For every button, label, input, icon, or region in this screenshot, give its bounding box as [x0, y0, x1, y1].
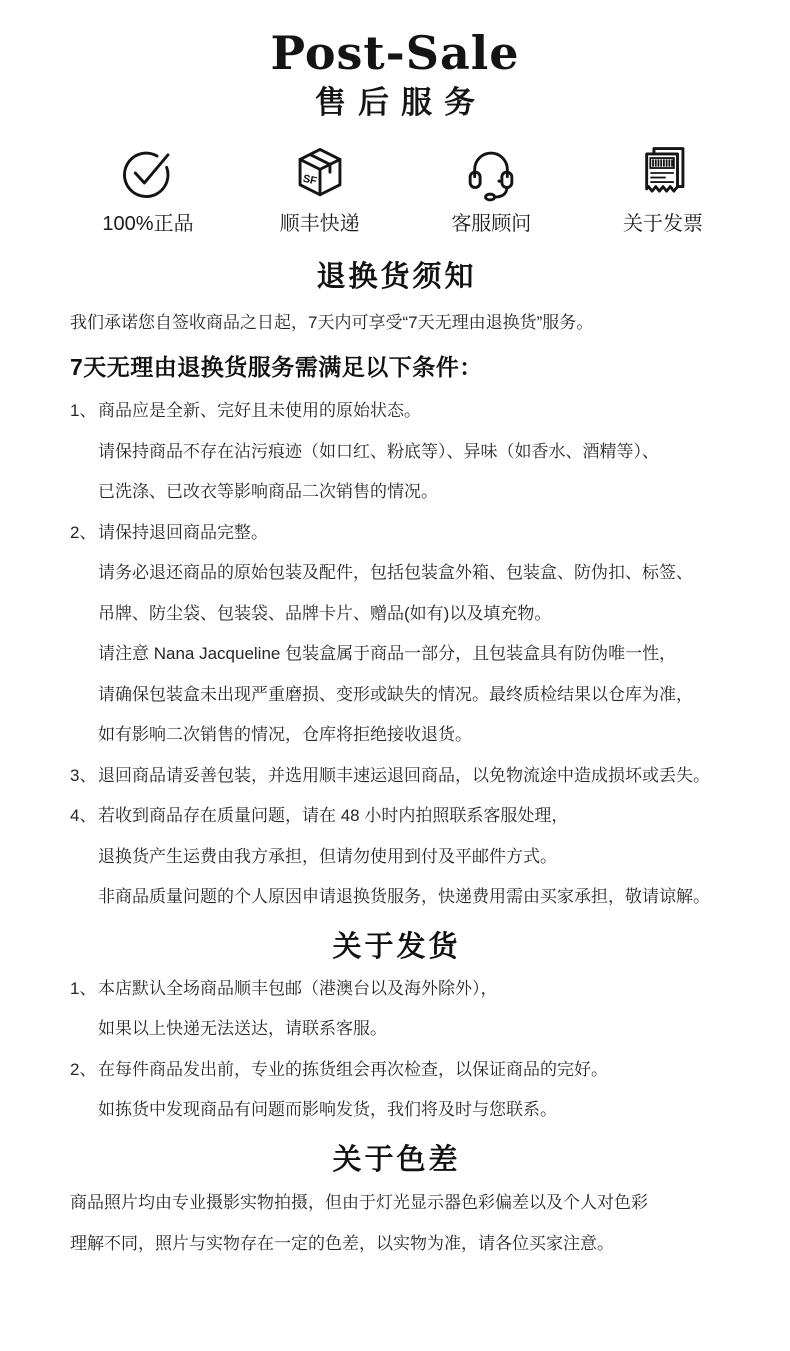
- feature-label: 顺丰快递: [279, 213, 360, 235]
- list-item: [70, 391, 750, 513]
- headset-icon: [462, 144, 520, 202]
- text-line: 若收到商品存在质量问题，请在 48 小时内拍照联系客服处理，: [98, 806, 569, 826]
- feature-label: 100%正品: [102, 213, 194, 235]
- shipping-section-heading: 关于发货: [332, 930, 461, 963]
- check-circle-icon: [119, 144, 177, 202]
- feature-label: 关于发票: [622, 213, 703, 235]
- text-line: 如有影响二次销售的情况，仓库将拒绝接收退货。: [98, 725, 472, 745]
- list-item: [70, 1050, 750, 1131]
- text-line: 请注意 Nana Jacqueline 包装盒属于商品一部分，且包装盒具有防伪唯一性，: [98, 644, 677, 664]
- post-sale-page: [0, 26, 790, 1351]
- text-line: 本店默认全场商品顺丰包邮（港澳台以及海外除外），: [98, 978, 498, 998]
- sf-box-text: SF: [301, 172, 318, 188]
- text-line: 请务必退还商品的原始包装及配件，包括包装盒外箱、包装盒、防伪扣、标签、: [98, 563, 693, 583]
- text-line: 非商品质量问题的个人原因申请退换货服务，快递费用需由买家承担，敬请谅解。: [98, 887, 710, 907]
- text-line: 请保持退回商品完整。: [98, 522, 268, 542]
- list-item: [70, 969, 750, 1050]
- list-item-number: 1、: [70, 401, 97, 421]
- text-line: 商品照片均由专业摄影实物拍摄，但由于灯光显示器色彩偏差以及个人对色彩: [70, 1193, 648, 1213]
- text-line: 吊牌、防尘袋、包装袋、品牌卡片、赠品(如有)以及填充物。: [98, 603, 552, 623]
- feature-icon-row: [0, 144, 790, 236]
- returns-conditions-list: [70, 391, 750, 918]
- text-line: 请保持商品不存在沾污痕迹（如口红、粉底等）、异味（如香水、酒精等）、: [98, 441, 659, 461]
- text-line: 理解不同，照片与实物存在一定的色差，以实物为准，请各位买家注意。: [70, 1233, 614, 1253]
- list-item: [70, 756, 750, 797]
- feature-authentic: [88, 144, 208, 236]
- invoice-receipt-icon: [634, 144, 692, 202]
- returns-section-heading: 退换货须知: [316, 261, 477, 293]
- list-item-number: 4、: [70, 806, 97, 826]
- sf-express-box-icon: [291, 144, 349, 202]
- text-line: 如拣货中发现商品有问题而影响发货，我们将及时与您联系。: [98, 1100, 557, 1120]
- page-title-chinese: 售后服务: [315, 85, 487, 120]
- list-item-number: 1、: [70, 978, 97, 998]
- color-difference-section-body: [0, 1183, 790, 1264]
- returns-conditions-subheading: 7天无理由退换货服务需满足以下条件：: [70, 354, 483, 381]
- text-line: 退回商品请妥善包装，并选用顺丰速运退回商品，以免物流途中造成损坏或丢失。: [98, 765, 710, 785]
- list-item-number: 2、: [70, 522, 97, 542]
- feature-customer-service: [431, 144, 551, 236]
- color-difference-paragraph: [70, 1183, 750, 1264]
- text-line: 已洗涤、已改衣等影响商品二次销售的情况。: [98, 482, 438, 502]
- shipping-section-body: [0, 969, 790, 1131]
- feature-label: 客服顾问: [451, 213, 532, 235]
- list-item-number: 2、: [70, 1059, 97, 1079]
- list-item-number: 3、: [70, 765, 97, 785]
- color-difference-section-heading: 关于色差: [332, 1143, 461, 1176]
- text-line: 在每件商品发出前，专业的拣货组会再次检查，以保证商品的完好。: [98, 1059, 608, 1079]
- text-line: 请确保包装盒未出现严重磨损、变形或缺失的情况。最终质检结果以仓库为准，: [98, 684, 693, 704]
- shipping-list: [70, 969, 750, 1131]
- returns-intro-text: 我们承诺您自签收商品之日起，7天内可享受“7天无理由退换货”服务。: [70, 312, 594, 332]
- list-item: [70, 513, 750, 756]
- returns-section-body: [0, 303, 790, 918]
- list-item: [70, 796, 750, 918]
- text-line: 如果以上快递无法送达，请联系客服。: [98, 1019, 387, 1039]
- text-line: 商品应是全新、完好且未使用的原始状态。: [98, 401, 421, 421]
- page-title-english: Post-Sale: [270, 26, 520, 80]
- text-line: 退换货产生运费由我方承担，但请勿使用到付及平邮件方式。: [98, 846, 557, 866]
- feature-sf-express: [260, 144, 380, 236]
- feature-invoice: [603, 144, 723, 236]
